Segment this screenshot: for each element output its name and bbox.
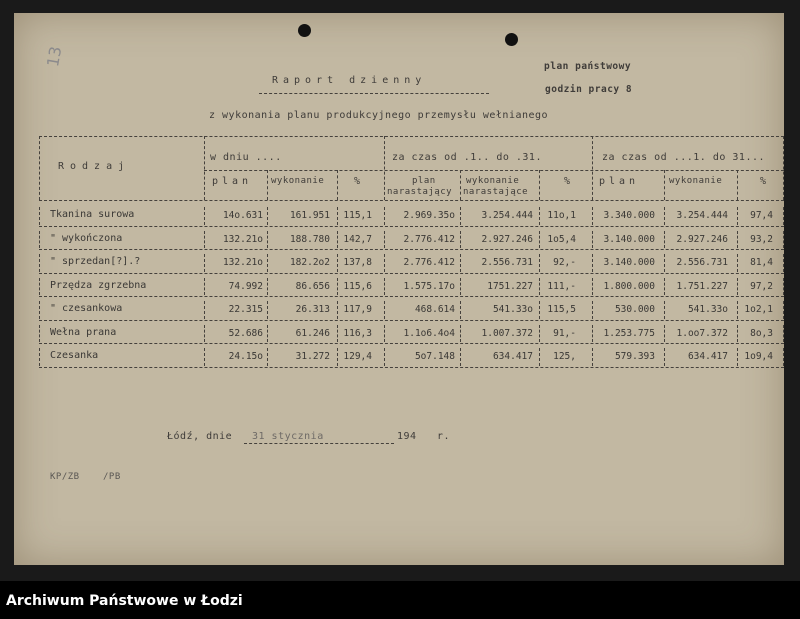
table-vrule — [592, 136, 593, 200]
table-top-rule — [39, 136, 784, 137]
row-vrule — [384, 207, 385, 225]
row-vrule — [267, 301, 268, 319]
row-vrule — [204, 231, 205, 249]
year-suffix: r. — [437, 431, 451, 442]
table-cell: 1.751.227 — [676, 280, 728, 292]
table-cell: 2.969.35o — [403, 210, 455, 221]
row-vrule — [539, 207, 540, 225]
row-vrule — [539, 278, 540, 296]
row-vrule — [337, 348, 338, 366]
row-vrule — [592, 301, 593, 319]
table-cell: 2.776.412 — [403, 257, 455, 268]
table-cell: 182.2o2 — [289, 257, 330, 268]
row-vrule — [384, 278, 385, 296]
column-group-period: za czas od .1.. do .31. — [392, 152, 542, 163]
row-vrule — [39, 278, 40, 296]
column-header-pct: % — [564, 176, 571, 187]
header-mid-rule — [204, 170, 784, 171]
row-rule — [39, 367, 784, 368]
table-cell: 115,1 — [343, 210, 372, 221]
row-vrule — [664, 348, 665, 366]
row-rule — [39, 296, 784, 297]
initials-right: /PB — [103, 472, 121, 482]
row-vrule — [539, 301, 540, 319]
table-cell: 115,6 — [343, 280, 372, 292]
table-cell: 3.254.444 — [481, 210, 533, 221]
table-cell: 5o7.148 — [414, 351, 455, 362]
row-vrule — [39, 254, 40, 272]
row-vrule — [204, 325, 205, 343]
row-vrule — [267, 254, 268, 272]
row-vrule — [337, 231, 338, 249]
row-vrule — [39, 301, 40, 319]
table-cell: 86.656 — [295, 280, 330, 292]
table-cell: 541.33o — [492, 304, 533, 315]
table-cell: 3.340.000 — [603, 210, 655, 221]
row-vrule — [664, 254, 665, 272]
row-vrule — [204, 207, 205, 225]
row-label: Wełna prana — [50, 326, 117, 338]
table-vrule — [539, 170, 540, 200]
row-vrule — [39, 325, 40, 343]
row-vrule — [337, 278, 338, 296]
row-vrule — [783, 207, 784, 225]
row-vrule — [783, 348, 784, 366]
row-vrule — [737, 254, 738, 272]
row-rule — [39, 226, 784, 227]
row-rule — [39, 273, 784, 274]
column-group-period-plan: za czas od ...1. do 31... — [602, 152, 766, 163]
table-cell: 1.007.372 — [481, 327, 533, 339]
row-vrule — [384, 231, 385, 249]
table-cell: 2.556.731 — [676, 257, 728, 268]
archive-name: Archiwum Państwowe w Łodzi — [6, 593, 243, 609]
table-cell: 26.313 — [295, 304, 330, 315]
table-cell: 2.556.731 — [481, 257, 533, 268]
table-cell: 115,5 — [547, 304, 576, 315]
row-vrule — [592, 278, 593, 296]
table-cell: 81,4 — [750, 257, 773, 268]
table-cell: 74.992 — [228, 280, 263, 292]
table-cell: 61.246 — [295, 327, 330, 339]
row-vrule — [592, 254, 593, 272]
row-vrule — [664, 231, 665, 249]
table-cell: 541.33o — [687, 304, 728, 315]
row-vrule — [39, 207, 40, 225]
row-vrule — [539, 348, 540, 366]
table-cell: 142,7 — [343, 233, 372, 245]
row-vrule — [384, 348, 385, 366]
column-header-wyk-nar: wykonanie — [466, 176, 520, 186]
plan-type-label: plan państwowy — [544, 61, 632, 72]
table-cell: 132.21o — [222, 257, 263, 268]
table-cell: 1o2,1 — [744, 304, 773, 315]
table-vrule — [267, 170, 268, 200]
row-rule — [39, 320, 784, 321]
row-vrule — [204, 348, 205, 366]
row-vrule — [460, 254, 461, 272]
column-group-day: w dniu .... — [210, 152, 282, 163]
table-cell: 161.951 — [289, 210, 330, 221]
table-cell: 2.927.246 — [481, 233, 533, 245]
table-cell: 24.15o — [228, 351, 263, 362]
row-vrule — [539, 231, 540, 249]
date-value: 31 stycznia — [252, 431, 324, 442]
row-vrule — [737, 348, 738, 366]
table-vrule — [664, 170, 665, 200]
row-vrule — [783, 278, 784, 296]
row-vrule — [267, 207, 268, 225]
row-vrule — [737, 325, 738, 343]
row-label: " czesankowa — [50, 303, 123, 314]
row-vrule — [783, 254, 784, 272]
row-vrule — [460, 348, 461, 366]
table-cell: 91,- — [553, 327, 576, 339]
row-vrule — [39, 348, 40, 366]
table-cell: 634.417 — [687, 351, 728, 362]
row-vrule — [337, 325, 338, 343]
year-value: 194 — [397, 431, 417, 442]
row-vrule — [664, 278, 665, 296]
punch-hole — [298, 24, 311, 37]
row-vrule — [592, 207, 593, 225]
date-underline — [244, 443, 394, 444]
row-vrule — [783, 325, 784, 343]
row-vrule — [737, 231, 738, 249]
table-cell: 52.686 — [228, 327, 263, 339]
table-cell: 1o9,4 — [744, 351, 773, 362]
archive-footer — [0, 581, 800, 619]
table-cell: 3.254.444 — [676, 210, 728, 221]
row-rule — [39, 249, 784, 250]
work-hours-label: godzin pracy 8 — [545, 84, 633, 95]
column-header-wykonanie: wykonanie — [669, 176, 723, 186]
table-cell: 1o5,4 — [547, 233, 576, 245]
column-header-plan: plan — [212, 176, 253, 187]
table-cell: 97,2 — [750, 280, 773, 292]
header-bottom-rule — [39, 200, 784, 201]
column-header-plan: plan — [599, 176, 640, 187]
punch-hole — [505, 33, 518, 46]
table-vrule — [204, 136, 205, 200]
table-cell: 3.140.000 — [603, 233, 655, 245]
row-vrule — [204, 254, 205, 272]
table-cell: 125, — [553, 351, 576, 362]
row-vrule — [337, 254, 338, 272]
table-cell: 8o,3 — [750, 327, 773, 339]
column-header-plan-nar: plan — [412, 176, 436, 186]
row-label: Czesanka — [50, 350, 99, 361]
place-date-prefix: Łódź, dnie — [167, 431, 233, 442]
report-title: Raport dzienny — [272, 75, 427, 86]
row-vrule — [460, 231, 461, 249]
table-cell: 1751.227 — [487, 280, 533, 292]
row-vrule — [204, 301, 205, 319]
table-cell: 92,- — [553, 257, 576, 268]
row-vrule — [384, 325, 385, 343]
table-cell: 2.927.246 — [676, 233, 728, 245]
row-vrule — [460, 325, 461, 343]
row-vrule — [460, 301, 461, 319]
table-cell: 1.oo7.372 — [676, 327, 728, 339]
table-vrule — [460, 170, 461, 200]
row-vrule — [539, 254, 540, 272]
row-vrule — [267, 348, 268, 366]
table-cell: 129,4 — [343, 351, 372, 362]
table-cell: 634.417 — [492, 351, 533, 362]
row-vrule — [337, 207, 338, 225]
row-vrule — [592, 231, 593, 249]
row-vrule — [737, 207, 738, 225]
table-cell: 22.315 — [228, 304, 263, 315]
table-cell: 1.575.17o — [403, 280, 455, 292]
table-cell: 188.780 — [289, 233, 330, 245]
table-vrule — [737, 170, 738, 200]
table-cell: 93,2 — [750, 233, 773, 245]
row-vrule — [384, 301, 385, 319]
initials-left: KP/ZB — [50, 472, 80, 482]
table-cell: 137,8 — [343, 257, 372, 268]
table-vrule — [337, 170, 338, 200]
row-vrule — [664, 301, 665, 319]
table-cell: 11o,1 — [547, 210, 576, 221]
column-header-pct: % — [760, 176, 767, 187]
row-label: " wykończona — [50, 232, 123, 244]
report-subtitle: z wykonania planu produkcyjnego przemysłu wełnianego — [209, 110, 549, 121]
row-vrule — [39, 231, 40, 249]
title-underline — [259, 93, 489, 94]
row-vrule — [664, 207, 665, 225]
row-label: Tkanina surowa — [50, 209, 135, 220]
table-cell: 2.776.412 — [403, 233, 455, 245]
table-cell: 1.800.000 — [603, 280, 655, 292]
row-vrule — [337, 301, 338, 319]
row-vrule — [204, 278, 205, 296]
row-vrule — [460, 207, 461, 225]
table-cell: 31.272 — [295, 351, 330, 362]
row-vrule — [267, 325, 268, 343]
column-header-pct: % — [354, 176, 361, 187]
table-vrule — [39, 136, 40, 200]
table-cell: 530.000 — [614, 304, 655, 315]
column-header-wyk-nar-2: narastające — [463, 187, 529, 197]
table-cell: 1.1o6.4o4 — [403, 327, 455, 339]
table-vrule — [783, 136, 784, 200]
table-cell: 579.393 — [614, 351, 655, 362]
pencil-page-number: 13 — [43, 44, 66, 69]
table-cell: 132.21o — [222, 233, 263, 245]
row-label: Przędza zgrzebna — [50, 279, 147, 291]
row-vrule — [539, 325, 540, 343]
row-vrule — [460, 278, 461, 296]
row-vrule — [267, 278, 268, 296]
table-cell: 1.253.775 — [603, 327, 655, 339]
table-cell: 111,- — [547, 280, 576, 292]
row-vrule — [664, 325, 665, 343]
row-label: " sprzedan[?].? — [50, 256, 141, 267]
column-header-wykonanie: wykonanie — [271, 176, 325, 186]
table-cell: 97,4 — [750, 210, 773, 221]
table-cell: 117,9 — [343, 304, 372, 315]
table-cell: 116,3 — [343, 327, 372, 339]
column-header-rodzaj: Rodzaj — [58, 161, 131, 172]
table-vrule — [384, 136, 385, 200]
row-rule — [39, 343, 784, 344]
table-cell: 14o.631 — [222, 210, 263, 221]
row-vrule — [737, 301, 738, 319]
table-cell: 3.140.000 — [603, 257, 655, 268]
row-vrule — [783, 301, 784, 319]
row-vrule — [267, 231, 268, 249]
column-header-plan-nar-2: narastający — [387, 187, 453, 197]
row-vrule — [384, 254, 385, 272]
row-vrule — [592, 325, 593, 343]
row-vrule — [737, 278, 738, 296]
row-vrule — [592, 348, 593, 366]
document-page — [14, 13, 784, 565]
table-cell: 468.614 — [414, 304, 455, 315]
row-vrule — [783, 231, 784, 249]
